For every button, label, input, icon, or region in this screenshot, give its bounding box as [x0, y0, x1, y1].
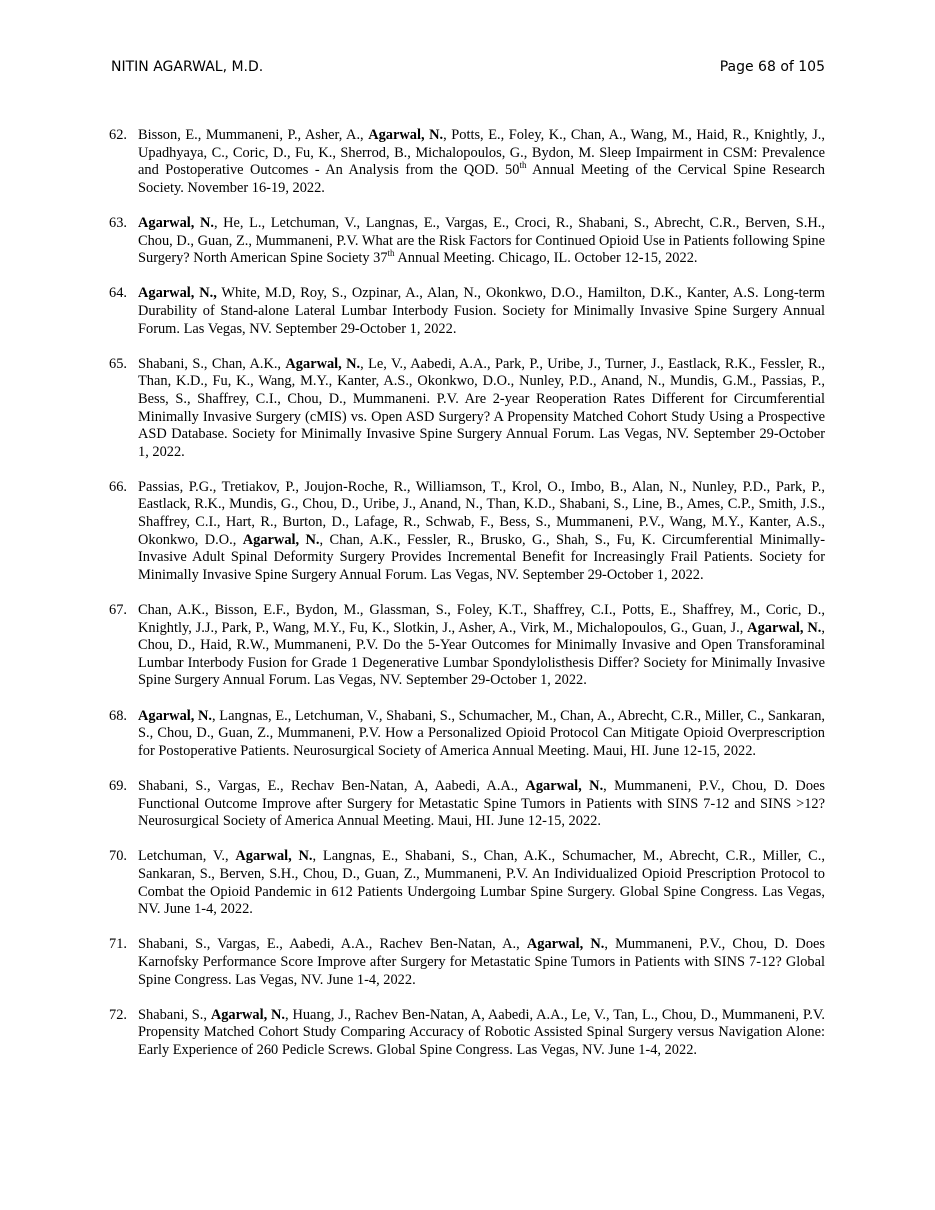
- reference-text-run: , Chan, A.K., Fessler, R., Brusko, G., Shah, S., Fu, K. Circumferential Minimally-Invasive Adult Spinal Deformity Surgery Provides Incremental Benefit for Increasingly Frail Patients. Society for Minimally Invasive Spine Surgery Annual Forum. Las Vegas, NV. September 29-October 1, 2022.: [138, 531, 826, 583]
- reference-item: [109, 356, 825, 462]
- reference-text: [138, 127, 825, 197]
- reference-text: [138, 708, 825, 761]
- author-highlight: Agarwal, N.: [138, 707, 213, 724]
- reference-text-run: Shabani, S., Vargas, E., Rechav Ben-Natan, A, Aabedi, A.A.,: [138, 777, 526, 794]
- reference-text-run: Annual Meeting of the Cervical Spine Research Society. November 16-19, 2022.: [138, 162, 825, 196]
- author-name: NITIN AGARWAL, M.D.: [111, 59, 264, 75]
- reference-number: 63.: [109, 214, 127, 231]
- author-highlight: Agarwal, N.: [525, 777, 604, 794]
- reference-item: [109, 285, 825, 338]
- reference-list: [109, 127, 825, 1077]
- author-highlight: Agarwal, N.: [235, 848, 313, 865]
- reference-number: 72.: [109, 1006, 127, 1023]
- reference-text-run: , Mummaneni, P.V., Chou, D. Does Karnofsky Performance Score Improve after Surgery for Metastatic Spine Tumors in Patients with SINS 7-12? Global Spine Congress. Las Vegas, NV. June 1-4, 2022.: [138, 936, 826, 988]
- reference-number: 70.: [109, 848, 127, 865]
- reference-item: [109, 848, 825, 918]
- reference-text-run: Passias, P.G., Tretiakov, P., Joujon-Roche, R., Williamson, T., Krol, O., Imbo, B., Alan, N., Nunley, P.D., Park, P., Eastlack, R.K., Mundis, G., Chou, D., Uribe, J., Anand, N., Than, K.D., Shabani, S., Line, B., Ames, C.P., Smith, J.S., Shaffrey, C.I., Hart, R., Burton, D., Lafage, R., Schwab, F., Bess, S., Mummaneni, P.V., Wang, M.Y., Kanter, A.S., Okonkwo, D.O.,: [138, 478, 825, 548]
- author-highlight: Agarwal, N.: [747, 619, 822, 636]
- reference-text-run: , Le, V., Aabedi, A.A., Park, P., Uribe, J., Turner, J., Eastlack, R.K., Fessler, R., Than, K.D., Fu, K., Wang, M.Y., Kanter, A.S., Okonkwo, D.O., Nunley, P.D., Anand, N., Mundis, G.M., Passias, P., Bess, S., Shaffrey, C.I., Chou, D., Mummaneni. P.V. Are 2-year Reoperation Rates Different for Circumferential Minimally Invasive Surgery (cMIS) vs. Open ASD Surgery? A Propensity Matched Cohort Study Using a Prospective ASD Database. Society for Minimally Invasive Spine Surgery Annual Forum. Las Vegas, NV. September 29-October 1, 2022.: [138, 355, 825, 460]
- reference-text: [138, 848, 825, 918]
- reference-text: [138, 356, 825, 462]
- reference-text-run: Shabani, S.,: [138, 1006, 211, 1023]
- reference-number: 64.: [109, 285, 127, 302]
- reference-item: [109, 602, 825, 690]
- author-highlight: Agarwal, N.,: [138, 285, 217, 302]
- reference-number: 68.: [109, 707, 127, 724]
- author-highlight: Agarwal, N.: [368, 127, 444, 143]
- author-highlight: Agarwal, N.: [210, 1006, 286, 1023]
- reference-number: 65.: [109, 355, 127, 372]
- author-highlight: Agarwal, N.: [285, 355, 361, 372]
- ordinal-suffix: th: [519, 160, 527, 171]
- reference-text: [138, 479, 825, 585]
- reference-text: [138, 1007, 825, 1060]
- author-highlight: Agarwal, N.: [138, 214, 214, 231]
- reference-item: [109, 778, 825, 831]
- reference-number: 67.: [109, 602, 127, 619]
- reference-number: 71.: [109, 936, 127, 953]
- reference-number: 66.: [109, 478, 127, 495]
- reference-item: [109, 127, 825, 197]
- page-header: [111, 56, 825, 78]
- reference-text-run: Shabani, S., Vargas, E., Aabedi, A.A., Rachev Ben-Natan, A.,: [138, 936, 527, 953]
- reference-text-run: , Mummaneni, P.V., Chou, D. Does Functional Outcome Improve after Surgery for Metastatic Spine Tumors in Patients with SINS 7-12 and SINS >12? Neurosurgical Society of America Annual Meeting. Maui, HI. June 12-15, 2022.: [138, 777, 825, 830]
- reference-text: [138, 778, 825, 831]
- ordinal-suffix: th: [387, 248, 395, 259]
- reference-text: [138, 602, 825, 690]
- reference-text-run: , Langnas, E., Letchuman, V., Shabani, S., Schumacher, M., Chan, A., Abrecht, C.R., Miller, C., Sankaran, S., Chou, D., Guan, Z., Mummaneni, P.V. How a Personalized Opioid Protocol Can Mitigate Opioid Overprescription for Postoperative Patients. Neurosurgical Society of America Annual Meeting. Maui, HI. June 12-15, 2022.: [138, 707, 825, 759]
- reference-number: 69.: [109, 777, 127, 794]
- reference-text-run: White, M.D, Roy, S., Ozpinar, A., Alan, N., Okonkwo, D.O., Hamilton, D.K., Kanter, A.S. Long-term Durability of Stand-alone Lateral Lumbar Interbody Fusion. Society for Minimally Invasive Spine Surgery Annual Forum. Las Vegas, NV. September 29-October 1, 2022.: [138, 285, 825, 337]
- reference-item: [109, 215, 825, 268]
- reference-text-run: Letchuman, V.,: [138, 848, 236, 865]
- reference-text-run: , He, L., Letchuman, V., Langnas, E., Vargas, E., Croci, R., Shabani, S., Abrecht, C.R., Berven, S.H., Chou, D., Guan, Z., Mummaneni, P.V. What are the Risk Factors for Continued Opioid Use in Patients following Spine Surgery? North American Spine Society 37: [138, 214, 825, 267]
- author-highlight: Agarwal, N.: [526, 936, 605, 953]
- reference-text-run: , Huang, J., Rachev Ben-Natan, A, Aabedi, A.A., Le, V., Tan, L., Chou, D., Mummaneni, P.V. Propensity Matched Cohort Study Comparing Accuracy of Robotic Assisted Spinal Surgery versus Navigation Alone: Early Experience of 260 Pedicle Screws. Global Spine Congress. Las Vegas, NV. June 1-4, 2022.: [138, 1006, 825, 1058]
- reference-item: [109, 708, 825, 761]
- reference-number: 62.: [109, 127, 127, 143]
- reference-text-run: Bisson, E., Mummaneni, P., Asher, A.,: [138, 127, 369, 143]
- author-highlight: Agarwal, N.: [242, 531, 320, 548]
- reference-item: [109, 479, 825, 585]
- page-number: Page 68 of 105: [719, 59, 825, 75]
- reference-text-run: Shabani, S., Chan, A.K.,: [138, 355, 286, 372]
- reference-item: [109, 1007, 825, 1060]
- reference-text-run: , Chou, D., Haid, R.W., Mummaneni, P.V. Do the 5-Year Outcomes for Minimally Invasive and Open Transforaminal Lumbar Interbody Fusion for Grade 1 Degenerative Lumbar Spondylolisthesis Differ? Society for Minimally Invasive Spine Surgery Annual Forum. Las Vegas, NV. September 29-October 1, 2022.: [138, 619, 825, 689]
- reference-text: [138, 285, 825, 338]
- reference-text-run: , Potts, E., Foley, K., Chan, A., Wang, M., Haid, R., Knightly, J., Upadhyaya, C., Coric, D., Fu, K., Sherrod, B., Michalopoulos, G., Bydon, M. Sleep Impairment in CSM: Prevalence and Postoperative Outcomes - An Analysis from the QOD. 50: [138, 127, 825, 179]
- reference-text-run: Annual Meeting. Chicago, IL. October 12-15, 2022.: [394, 250, 698, 267]
- reference-text-run: , Langnas, E., Shabani, S., Chan, A.K., Schumacher, M., Abrecht, C.R., Miller, C., Sankaran, S., Berven, S.H., Chou, D., Guan, Z., Mummaneni, P.V. An Individualized Opioid Prescription Protocol to Combat the Opioid Pandemic in 612 Patients Undergoing Lumbar Spine Surgery. Global Spine Congress. Las Vegas, NV. June 1-4, 2022.: [138, 848, 825, 918]
- reference-text: [138, 215, 825, 268]
- reference-text: [138, 936, 825, 989]
- reference-text-run: Chan, A.K., Bisson, E.F., Bydon, M., Glassman, S., Foley, K.T., Shaffrey, C.I., Potts, E., Shaffrey, M., Coric, D., Knightly, J.J., Park, P., Wang, M.Y., Fu, K., Slotkin, J., Asher, A., Virk, M., Michalopoulos, G., Guan, J.,: [138, 602, 825, 636]
- reference-item: [109, 936, 825, 989]
